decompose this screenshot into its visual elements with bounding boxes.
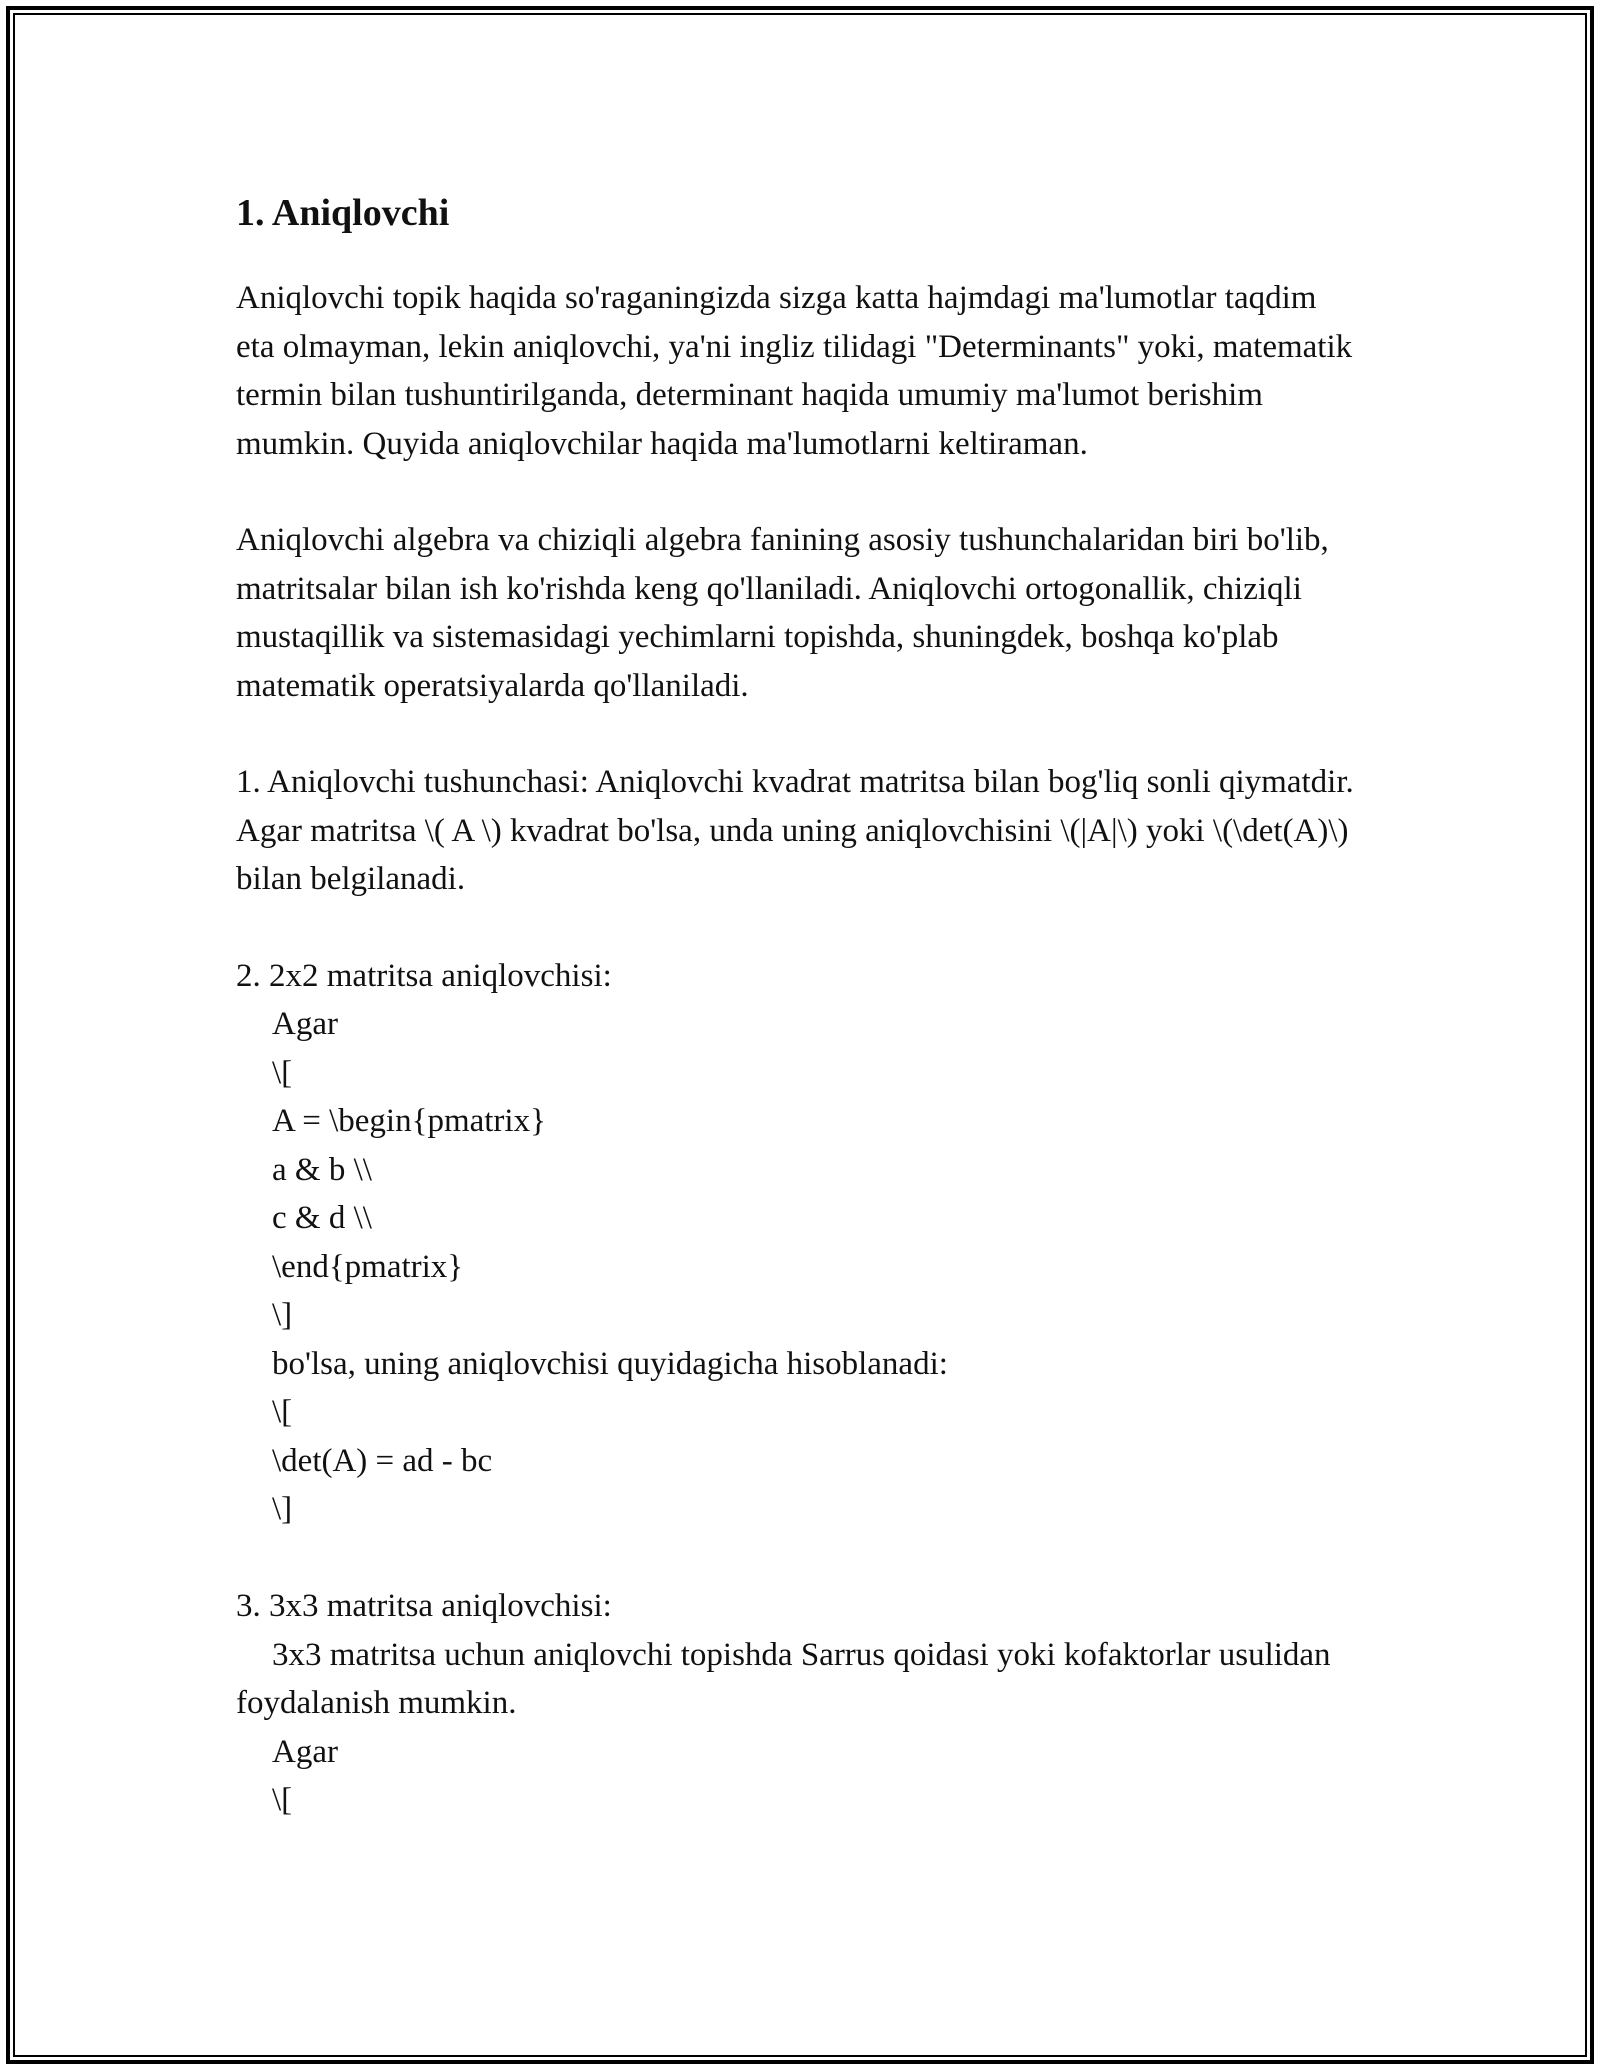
section-heading: 3. 3x3 matritsa aniqlovchisi: <box>236 1588 612 1624</box>
section-3x3 <box>236 1582 1356 1825</box>
intro-paragraph: Aniqlovchi topik haqida so'raganingizda sizga katta hajmdagi ma'lumotlar taqdim eta olmayman, lekin aniqlovchi, ya'ni ingliz tilidagi "Determinants" yoki, matematik termin bilan tushuntirilganda, determinant haqida umumiy ma'lumot berishim mumkin. Quyida aniqlovchilar haqida ma'lumotlarni keltiraman. <box>236 280 1353 462</box>
description-paragraph: Aniqlovchi algebra va chiziqli algebra fanining asosiy tushunchalaridan biri bo'lib, matritsalar bilan ish ko'rishda keng qo'llaniladi. Aniqlovchi ortogonallik, chiziqli mustaqillik va sistemasidagi yechimlarni topishda, shuningdek, boshqa ko'plab matematik operatsiyalarda qo'llaniladi. <box>236 522 1329 704</box>
formula-line: A = \begin{pmatrix} <box>272 1103 546 1139</box>
section-2x2 <box>236 952 1356 1534</box>
formula-line: \end{pmatrix} <box>272 1248 464 1285</box>
formula-line: \det(A) = ad - bc <box>272 1442 493 1479</box>
formula-line: \] <box>272 1491 293 1527</box>
text-line: Agar <box>272 1733 338 1770</box>
formula-line: c & d \\ <box>272 1200 372 1236</box>
formula-line: \] <box>272 1297 293 1333</box>
text-line: Agar <box>272 1006 338 1042</box>
document-title: 1. Aniqlovchi <box>236 192 450 234</box>
formula-line: a & b \\ <box>272 1151 372 1188</box>
text-line: bo'lsa, uning aniqlovchisi quyidagicha hisoblanadi: <box>272 1345 948 1382</box>
formula-line: \[ <box>272 1394 293 1430</box>
document-body <box>236 186 1356 1825</box>
section-heading: 2. 2x2 matritsa aniqlovchisi: <box>236 957 612 994</box>
formula-line: \[ <box>272 1054 293 1091</box>
formula-line: \[ <box>272 1782 293 1818</box>
definition-paragraph: 1. Aniqlovchi tushunchasi: Aniqlovchi kvadrat matritsa bilan bog'liq sonli qiymatdir. Agar matritsa \( A \) kvadrat bo'lsa, unda uning aniqlovchisini \(|A|\) yoki \(\det(A)\) bilan belgilanadi. <box>236 764 1354 897</box>
section-gap <box>236 1534 1356 1583</box>
section-intro: 3x3 matritsa uchun aniqlovchi topishda Sarrus qoidasi yoki kofaktorlar usulidan foydalanish mumkin. <box>236 1636 1339 1721</box>
